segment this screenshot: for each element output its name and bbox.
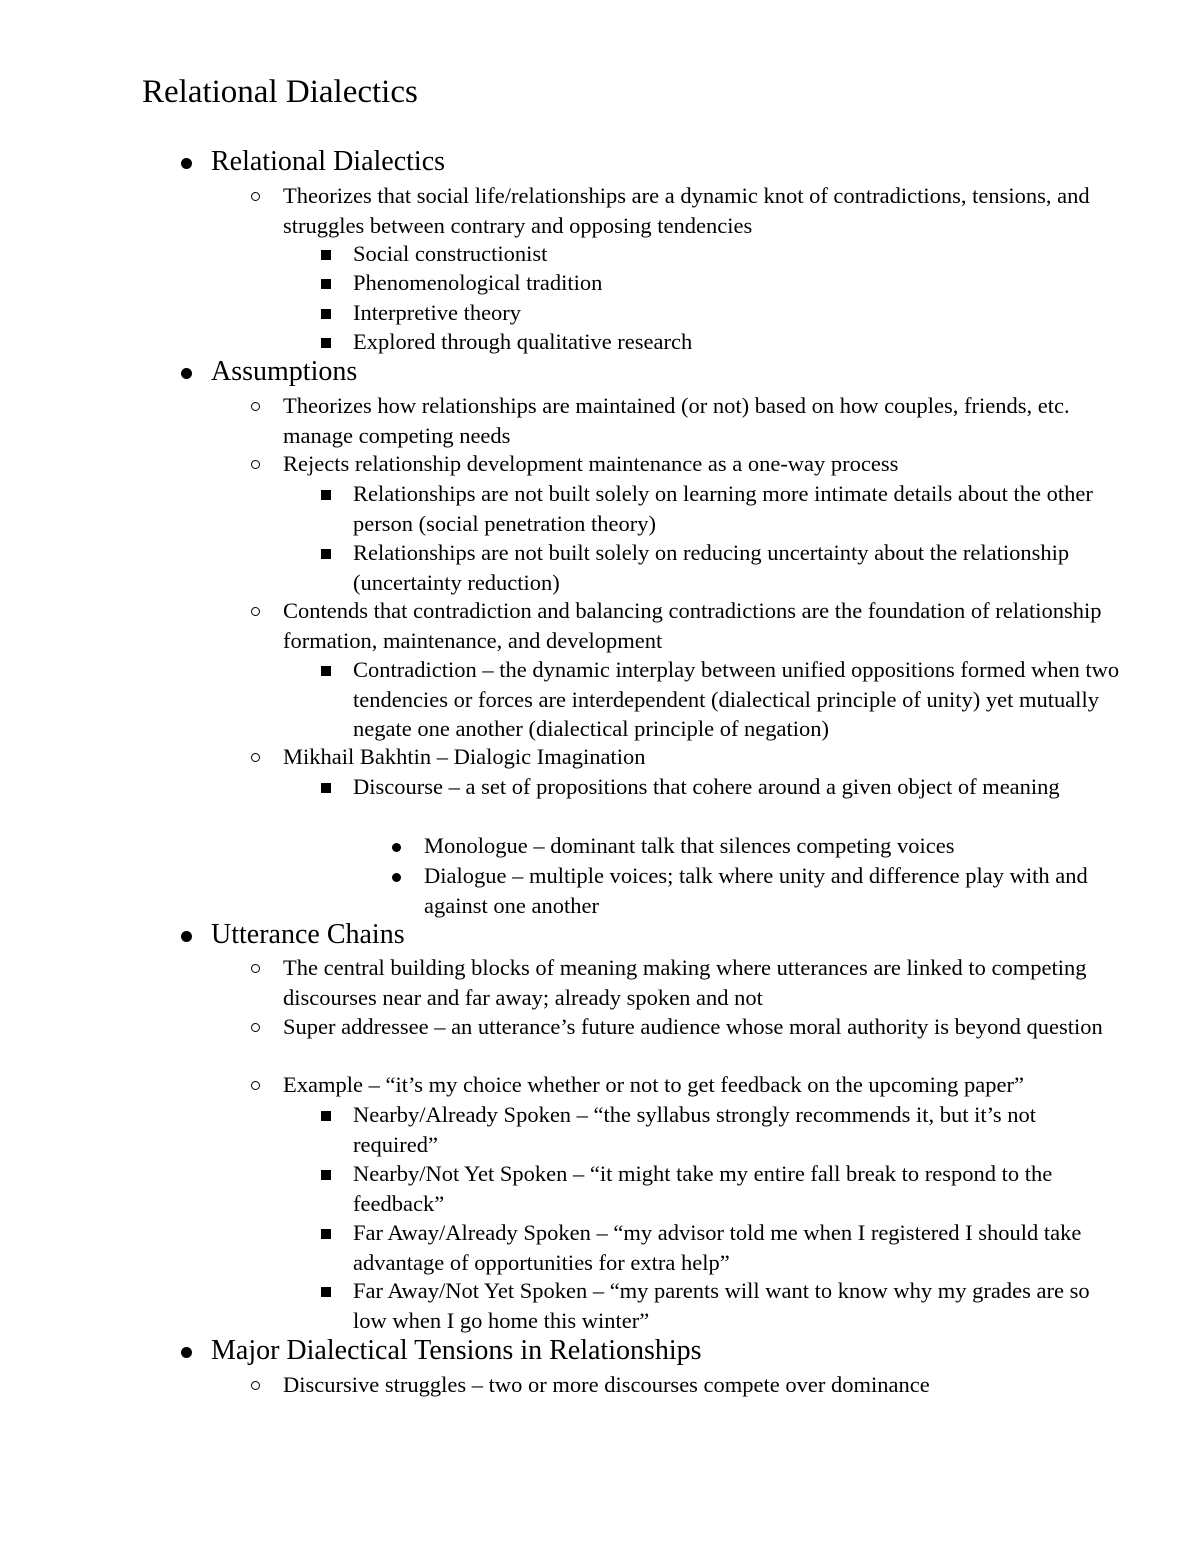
subitem-text: Discourse – a set of propositions that cohere around a given object of meaning <box>353 774 1060 799</box>
list-subitem <box>320 479 1120 538</box>
list-item <box>250 596 1130 655</box>
subitem-text: Nearby/Not Yet Spoken – “it might take my entire fall break to respond to the feedback” <box>353 1161 1058 1216</box>
subitem-text: Interpretive theory <box>353 300 522 325</box>
section-heading <box>178 357 357 387</box>
list-subitem <box>320 538 1120 597</box>
subitem-text: Relationships are not built solely on learning more intimate details about the other person (social penetration theory) <box>353 481 1099 536</box>
list-subsubitem <box>391 831 1111 861</box>
section-heading <box>178 920 405 950</box>
item-text: Mikhail Bakhtin – Dialogic Imagination <box>283 744 646 769</box>
list-item <box>250 449 1130 479</box>
list-subsubitem <box>391 861 1111 920</box>
item-text: Super addressee – an utterance’s future audience whose moral authority is beyond question <box>283 1014 1103 1039</box>
heading-text: Assumptions <box>211 356 358 387</box>
list-subitem <box>320 772 1120 802</box>
list-item <box>250 391 1130 450</box>
section-heading <box>178 147 445 177</box>
subitem-text: Relationships are not built solely on reducing uncertainty about the relationship (uncertainty reduction) <box>353 540 1075 595</box>
heading-text: Relational Dialectics <box>211 146 446 177</box>
list-subitem <box>320 655 1125 744</box>
heading-text: Major Dialectical Tensions in Relationships <box>211 1335 702 1366</box>
document-title: Relational Dialectics <box>142 74 418 110</box>
list-subitem <box>320 239 1120 269</box>
item-text: Theorizes that social life/relationships are a dynamic knot of contradictions, tensions, and struggles between contrary and opposing tendencies <box>283 183 1096 238</box>
subitem-text: Phenomenological tradition <box>353 270 603 295</box>
list-subitem <box>320 1218 1120 1277</box>
list-subitem <box>320 1276 1120 1335</box>
subitem-text: Social constructionist <box>353 241 548 266</box>
list-item <box>250 1070 1130 1100</box>
item-text: The central building blocks of meaning making where utterances are linked to competing discourses near and far away; already spoken and not <box>283 955 1093 1010</box>
item-text: Rejects relationship development maintenance as a one-way process <box>283 451 899 476</box>
item-text: Example – “it’s my choice whether or not to get feedback on the upcoming paper” <box>283 1072 1024 1097</box>
item-text: Contends that contradiction and balancing contradictions are the foundation of relationship formation, maintenance, and development <box>283 598 1108 653</box>
list-item <box>250 1012 1130 1042</box>
item-text: Discursive struggles – two or more discourses compete over dominance <box>283 1372 930 1397</box>
subitem-text: Far Away/Already Spoken – “my advisor told me when I registered I should take advantage of opportunities for extra help” <box>353 1220 1088 1275</box>
list-item <box>250 181 1130 240</box>
subitem-text: Explored through qualitative research <box>353 329 693 354</box>
subitem-text: Nearby/Already Spoken – “the syllabus strongly recommends it, but it’s not required” <box>353 1102 1042 1157</box>
item-text: Theorizes how relationships are maintained (or not) based on how couples, friends, etc. manage competing needs <box>283 393 1076 448</box>
subsubitem-text: Dialogue – multiple voices; talk where unity and difference play with and against one another <box>424 863 1094 918</box>
list-subitem <box>320 298 1120 328</box>
list-subitem <box>320 327 1120 357</box>
subitem-text: Far Away/Not Yet Spoken – “my parents will want to know why my grades are so low when I go home this winter” <box>353 1278 1096 1333</box>
list-item <box>250 742 1130 772</box>
heading-text: Utterance Chains <box>211 919 405 950</box>
subitem-text: Contradiction – the dynamic interplay between unified oppositions formed when two tendencies or forces are interdependent (dialectical principle of unity) yet mutually negate one another (dialectical principle of negation) <box>353 657 1125 742</box>
section-heading <box>178 1336 702 1366</box>
list-item <box>250 953 1130 1012</box>
list-item <box>250 1370 1130 1400</box>
subsubitem-text: Monologue – dominant talk that silences competing voices <box>424 833 955 858</box>
list-subitem <box>320 1100 1120 1159</box>
list-subitem <box>320 268 1120 298</box>
list-subitem <box>320 1159 1120 1218</box>
